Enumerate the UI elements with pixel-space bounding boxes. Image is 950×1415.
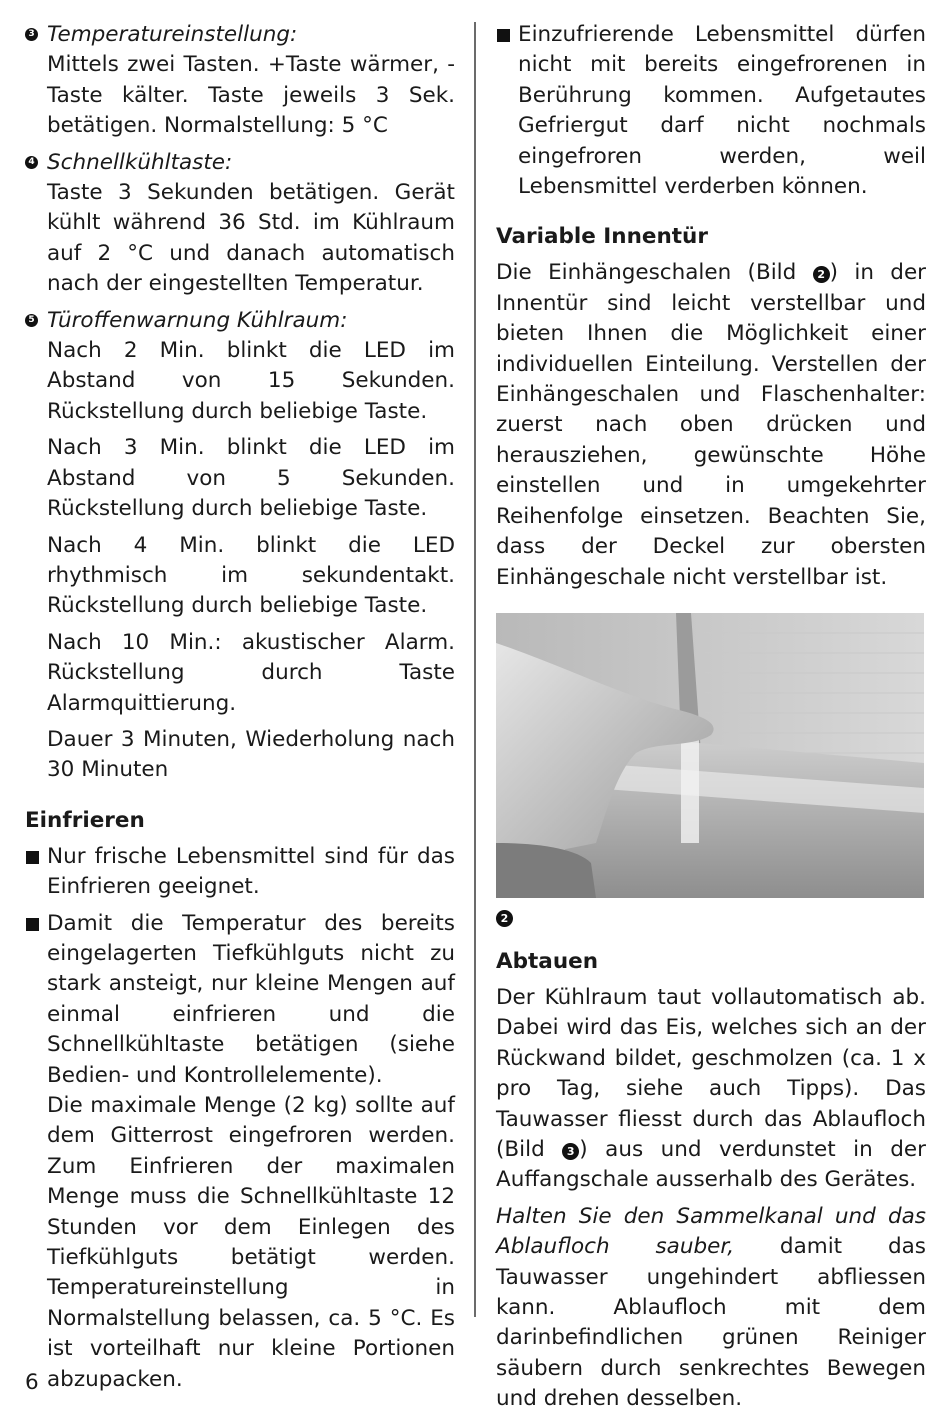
item-title: Schnellkühltaste: bbox=[47, 149, 233, 175]
right-column bbox=[496, 20, 926, 1415]
square-bullet-icon bbox=[26, 918, 39, 931]
abtauen-tip: Halten Sie den Sammelkanal und das Ablaufloch sauber, damit das Tauwasser ungehindert abfliessen kann. Ablaufloch mit dem darinbefindlichen grünen Reiniger säubern durch senkrechtes Bewegen und drehen desselben. bbox=[496, 1203, 926, 1412]
number-marker: 3 bbox=[25, 28, 38, 41]
item-text: Nach 4 Min. blinkt die LED rhythmisch im sekundentakt. Rückstellung durch beliebige Taste. bbox=[47, 532, 455, 619]
page-number: 6 bbox=[25, 1370, 39, 1395]
bullet-text: Nur frische Lebensmittel sind für das Einfrieren geeignet. bbox=[47, 843, 455, 900]
item-text: Taste 3 Sekunden betätigen. Gerät kühlt während 36 Std. im Kühlraum auf 2 °C und danach automatisch nach der eingestellten Temperatur. bbox=[47, 180, 455, 297]
section-heading-innentuer: Variable Innentür bbox=[496, 224, 708, 250]
number-marker: 5 bbox=[25, 314, 38, 327]
innentuer-text: Die Einhängeschalen (Bild 2 ) in der Innentür sind leicht verstellbar und bieten Ihnen die Möglichkeit einer individuellen Einteilung. Verstellen der Einhängeschalen und Flaschenhalter: zuerst nach oben drücken und herausziehen, gewünschte Höhe einstellen und in umgekehrter Reihenfolge einsetzen. Beachten Sie, dass der Deckel zur obersten Einhängeschale nicht verstellbar ist. bbox=[496, 260, 927, 590]
section-heading-abtauen: Abtauen bbox=[496, 948, 599, 974]
left-column bbox=[25, 20, 455, 1395]
item-text: Mittels zwei Tasten. +Taste wärmer, -Taste kälter. Taste jeweils 3 Sek. betätigen. Normalstellung: 5 °C bbox=[47, 52, 455, 139]
bullet-item bbox=[496, 20, 926, 202]
section-heading-einfrieren: Einfrieren bbox=[25, 807, 145, 833]
item-title: Türoffenwarnung Kühlraum: bbox=[47, 307, 348, 333]
bullet-text: Einzufrierende Lebensmittel dürfen nicht mit bereits eingefrorenen in Berührung kommen. Aufgetautes Gefriergut darf nicht nochmals eingefroren werden, weil Lebensmittel verderben können. bbox=[518, 22, 926, 200]
column-divider bbox=[474, 22, 476, 1317]
door-shelf-photo bbox=[496, 613, 924, 898]
number-marker: 4 bbox=[25, 156, 38, 169]
bullet-text-continued: Die maximale Menge (2 kg) sollte auf dem Gitterrost eingefroren werden. Zum Einfrieren der maximalen Menge muss die Schnellkühltaste 12 Stunden vor dem Einlegen des Tiefkühlguts betätigt werden. Temperatureinstellung in Normalstellung belassen, ca. 5 °C. Es ist vorteilhaft nur kleine Portionen abzupacken. bbox=[47, 1093, 455, 1392]
square-bullet-icon bbox=[26, 851, 39, 864]
control-item-temperature bbox=[25, 20, 455, 142]
control-item-quick-cool bbox=[25, 148, 455, 300]
control-item-door-warning bbox=[25, 306, 455, 786]
figure-label: 2 bbox=[496, 910, 513, 927]
item-title: Temperatureinstellung: bbox=[47, 22, 298, 47]
bullet-text: Damit die Temperatur des bereits eingelagerten Tiefkühlguts nicht zu stark ansteigt, nur kleine Mengen auf einmal einfrieren und die Schnellkühltaste betätigen (siehe Bedien- und Kontrollelemente). bbox=[47, 910, 455, 1088]
item-text: Nach 10 Min.: akustischer Alarm. Rückstellung durch Taste Alarmquittierung. bbox=[47, 629, 455, 716]
item-text: Nach 2 Min. blinkt die LED im Abstand von 15 Sekunden. Rückstellung durch beliebige Taste. bbox=[47, 338, 455, 424]
figure-ref-marker: 3 bbox=[562, 1143, 579, 1160]
figure-ref-marker: 2 bbox=[813, 266, 830, 283]
square-bullet-icon bbox=[497, 29, 510, 42]
bullet-item bbox=[25, 909, 455, 1396]
item-text: Nach 3 Min. blinkt die LED im Abstand von 5 Sekunden. Rückstellung durch beliebige Taste. bbox=[47, 435, 455, 522]
item-text: Dauer 3 Minuten, Wiederholung nach 30 Minuten bbox=[47, 726, 455, 783]
bullet-item bbox=[25, 842, 455, 903]
abtauen-text: Der Kühlraum taut vollautomatisch ab. Dabei wird das Eis, welches sich an der Rückwand bildet, geschmolzen (ca. 1 x pro Tag, siehe auch Tipps). Das Tauwasser fliesst durch das Ablaufloch (Bild 3 ) aus und verdunstet in der Auffangschale ausserhalb des Gerätes. bbox=[496, 984, 926, 1193]
